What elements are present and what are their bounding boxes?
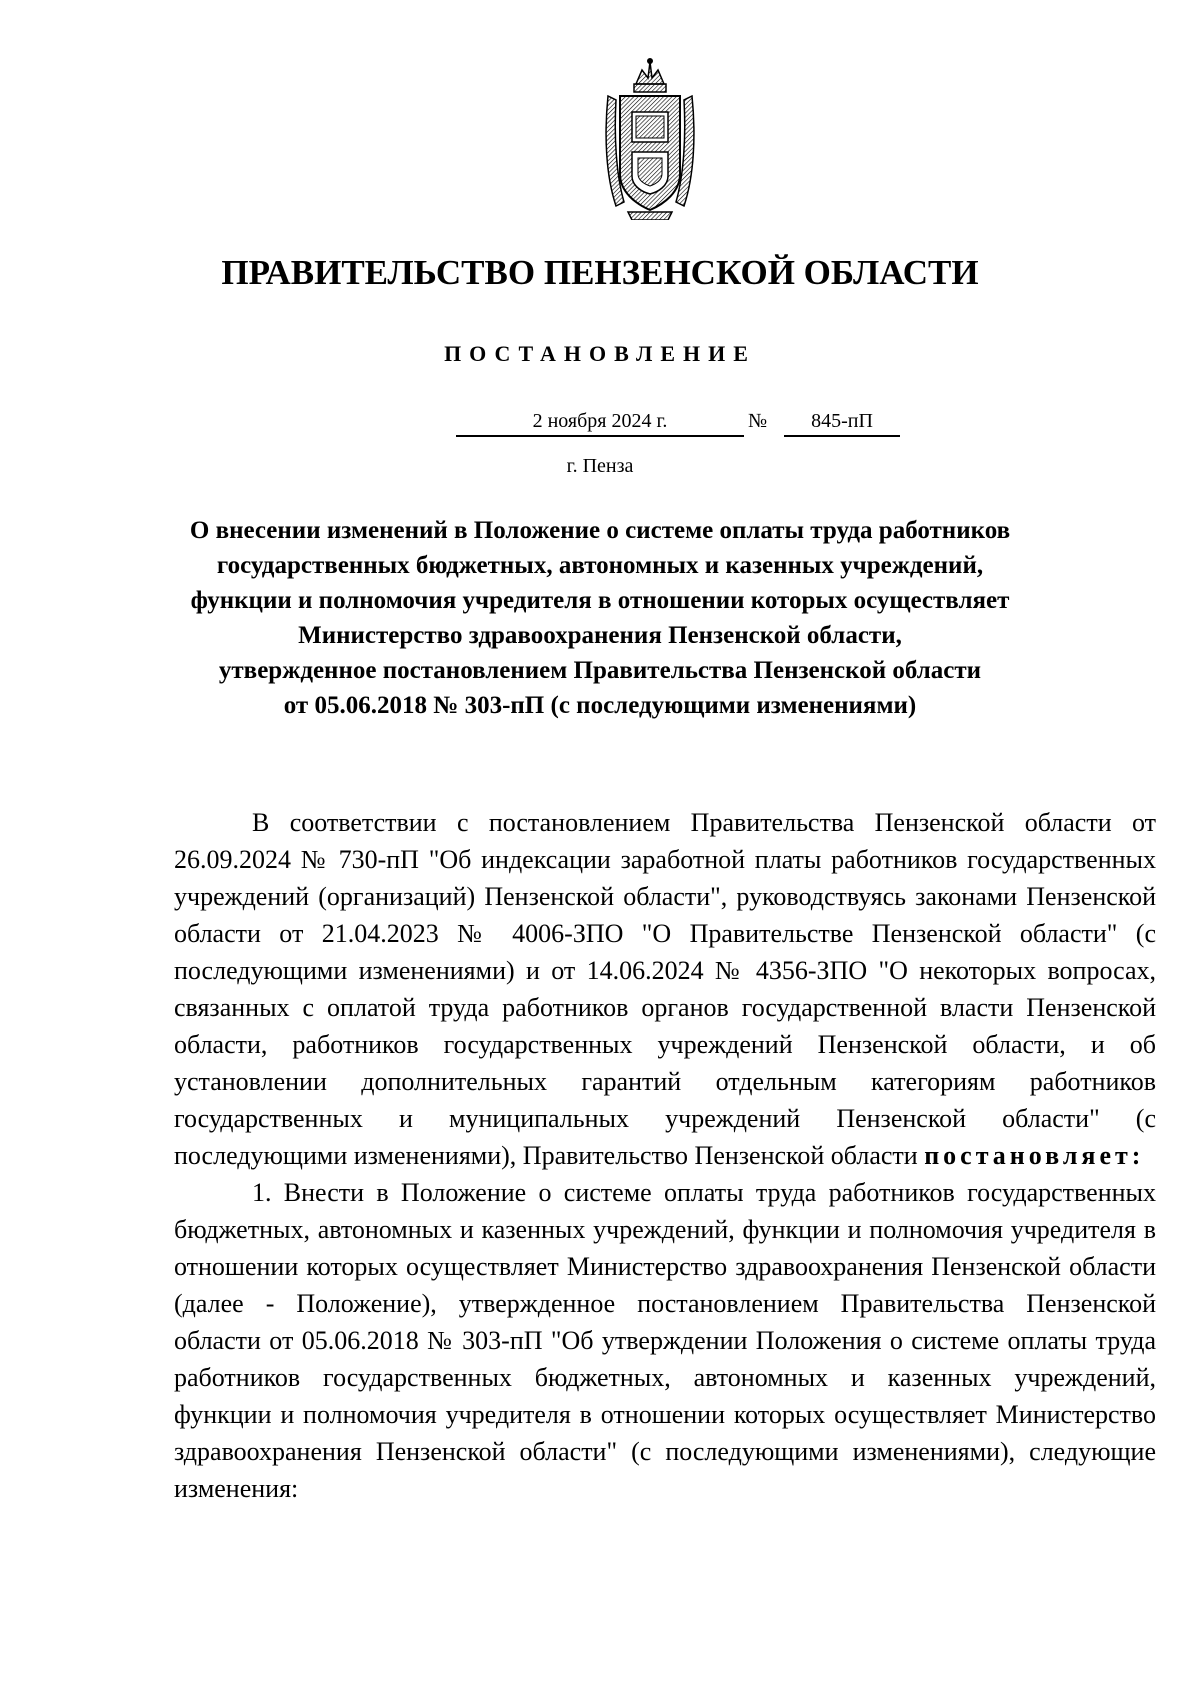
preamble-paragraph — [174, 804, 1156, 1174]
resolves-keyword: постановляет: — [924, 1141, 1145, 1170]
organization-name: ПРАВИТЕЛЬСТВО ПЕНЗЕНСКОЙ ОБЛАСТИ — [221, 253, 979, 292]
document-title — [150, 513, 1050, 723]
document-city: г. Пенза — [566, 455, 634, 477]
item-1-paragraph: 1. Внести в Положение о системе оплаты труда работников государственных бюджетных, автономных и казенных учреждений, функции и полномочия учредителя в отношении которых осуществляет Министерство здравоохранения Пензенской области (далее - Положение), утвержденное постановлением Правительства Пензенской области от 05.06.2018 № 303-пП "Об утверждении Положения о системе оплаты труда работников государственных бюджетных, автономных и казенных учреждений, функции и полномочия учредителя в отношении которых осуществляет Министерство здравоохранения Пензенской области" (с последующими изменениями), следующие изменения: — [174, 1178, 1156, 1503]
title-line: О внесении изменений в Положение о системе оплаты труда работников — [189, 517, 1011, 544]
title-line: от 05.06.2018 № 303-пП (с последующими изменениями) — [283, 692, 917, 719]
title-line: государственных бюджетных, автономных и казенных учреждений, — [216, 552, 984, 579]
title-line: Министерство здравоохранения Пензенской области, — [298, 622, 902, 649]
title-line: утвержденное постановлением Правительства Пензенской области — [218, 657, 982, 684]
document-date: 2 ноября 2024 г. — [456, 407, 744, 437]
preamble-text: В соответствии с постановлением Правительства Пензенской области от 26.09.2024 № 730-пП "Об индексации заработной платы работников государственных учреждений (организаций) Пензенской области", руководствуясь законами Пензенской области от 21.04.2023 № 4006-ЗПО "О Правительстве Пензенской области" (с последующими изменениями) и от 14.06.2024 № 4356-ЗПО "О некоторых вопросах, связанных с оплатой труда работников органов государственной власти Пензенской области, работников государственных учреждений Пензенской области, и об установлении дополнительных гарантий отдельным категориям работников государственных и муниципальных учреждений Пензенской области" (с последующими изменениями), Правительство Пензенской области — [174, 808, 1156, 1170]
title-line: функции и полномочия учредителя в отношении которых осуществляет — [190, 587, 1010, 614]
number-sign: № — [748, 410, 768, 432]
document-number: 845-пП — [784, 407, 900, 437]
coat-of-arms-icon — [602, 56, 698, 220]
document-type: ПОСТАНОВЛЕНИЕ — [444, 341, 756, 366]
document-body — [174, 804, 1156, 1507]
